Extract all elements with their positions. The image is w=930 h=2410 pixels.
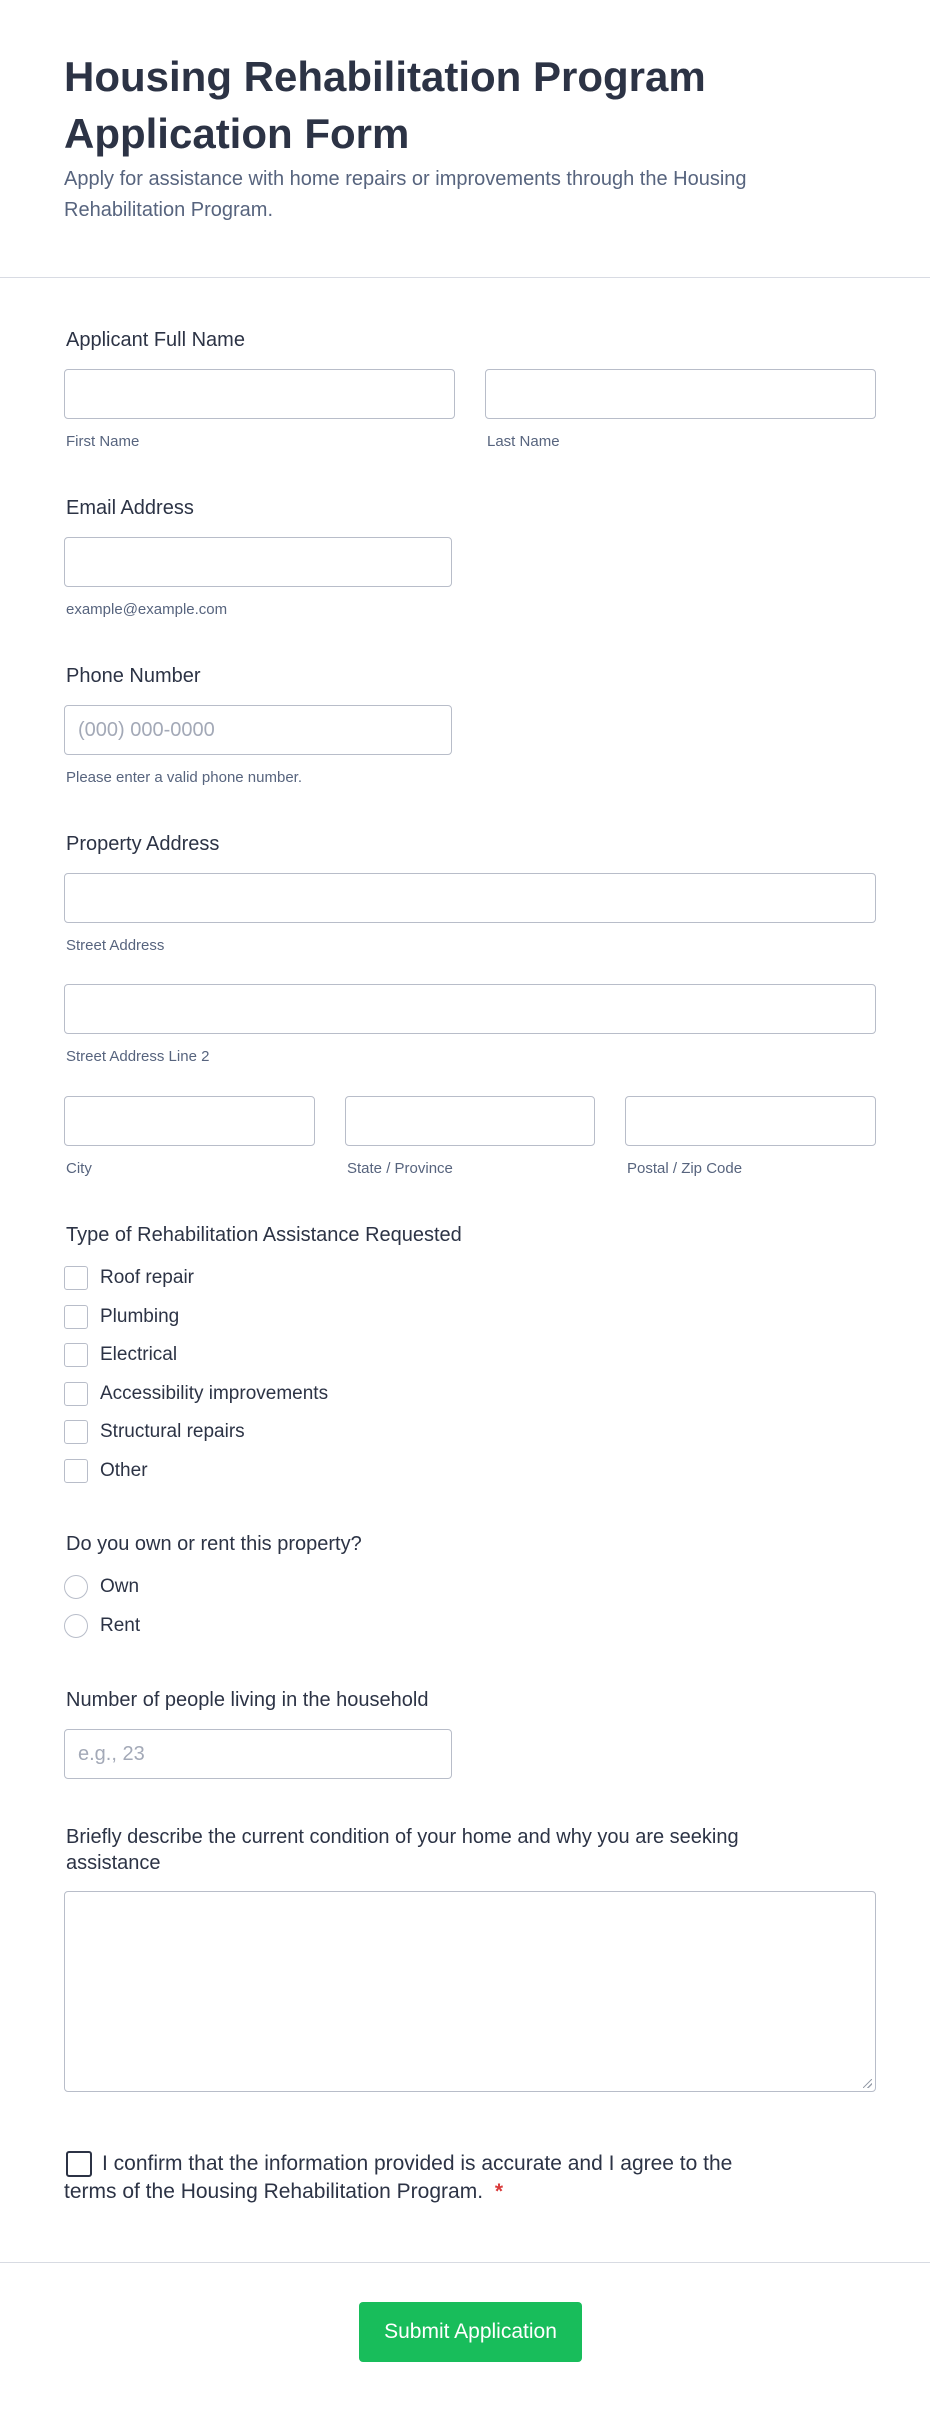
ownership-label: Do you own or rent this property? bbox=[66, 1533, 362, 1555]
assistance-label: Type of Rehabilitation Assistance Requested bbox=[66, 1224, 462, 1246]
street-address-line2-input[interactable] bbox=[64, 984, 876, 1034]
form-subtitle: Apply for assistance with home repairs or improvements through the Housing Rehabilitation Program. bbox=[64, 168, 747, 221]
radio-rent[interactable] bbox=[64, 1614, 88, 1638]
description-label: Briefly describe the current condition of your home and why you are seeking assistance bbox=[66, 1826, 739, 1874]
description-textarea[interactable] bbox=[64, 1891, 876, 2092]
household-placeholder: e.g., 23 bbox=[78, 1743, 145, 1765]
form-title: Housing Rehabilitation Program Application Form bbox=[64, 53, 706, 157]
submit-button[interactable]: Submit Application bbox=[359, 2302, 582, 2362]
radio-own[interactable] bbox=[64, 1575, 88, 1599]
resize-handle-icon[interactable] bbox=[863, 2079, 872, 2088]
address-label: Property Address bbox=[66, 833, 220, 855]
last-name-input[interactable] bbox=[485, 369, 876, 419]
first-name-input[interactable] bbox=[64, 369, 455, 419]
phone-placeholder: (000) 000-0000 bbox=[78, 719, 215, 741]
footer-divider bbox=[0, 2262, 930, 2263]
option-rent: Rent bbox=[100, 1615, 141, 1636]
checkbox-accessibility[interactable] bbox=[64, 1382, 88, 1406]
household-label: Number of people living in the household bbox=[66, 1689, 429, 1711]
option-other: Other bbox=[100, 1460, 148, 1481]
checkbox-roof-repair[interactable] bbox=[64, 1266, 88, 1290]
confirm-label bbox=[64, 2150, 784, 2206]
checkbox-plumbing[interactable] bbox=[64, 1305, 88, 1329]
city-input[interactable] bbox=[64, 1096, 315, 1146]
required-asterisk: * bbox=[494, 2180, 504, 2203]
email-label: Email Address bbox=[66, 497, 194, 519]
first-name-sublabel: First Name bbox=[66, 433, 140, 450]
option-roof-repair: Roof repair bbox=[100, 1267, 194, 1288]
checkbox-other[interactable] bbox=[64, 1459, 88, 1483]
option-electrical: Electrical bbox=[100, 1344, 178, 1365]
header-divider bbox=[0, 277, 930, 278]
option-accessibility: Accessibility improvements bbox=[100, 1383, 329, 1404]
option-own: Own bbox=[100, 1576, 140, 1597]
full-name-label: Applicant Full Name bbox=[66, 329, 245, 351]
household-count-input[interactable] bbox=[64, 1729, 452, 1779]
checkbox-electrical[interactable] bbox=[64, 1343, 88, 1367]
last-name-sublabel: Last Name bbox=[487, 433, 560, 450]
checkbox-structural[interactable] bbox=[64, 1420, 88, 1444]
email-sublabel: example@example.com bbox=[66, 601, 228, 618]
email-input[interactable] bbox=[64, 537, 452, 587]
phone-input[interactable] bbox=[64, 705, 452, 755]
street-address-line2-sublabel: Street Address Line 2 bbox=[66, 1048, 210, 1065]
phone-sublabel: Please enter a valid phone number. bbox=[66, 769, 302, 786]
phone-label: Phone Number bbox=[66, 665, 201, 687]
state-input[interactable] bbox=[345, 1096, 595, 1146]
state-sublabel: State / Province bbox=[347, 1160, 453, 1177]
option-structural: Structural repairs bbox=[100, 1421, 245, 1442]
confirm-text: I confirm that the information provided is accurate and I agree to the terms of the Housing Rehabilitation Program. bbox=[64, 2152, 733, 2203]
city-sublabel: City bbox=[66, 1160, 92, 1177]
option-plumbing: Plumbing bbox=[100, 1306, 180, 1327]
zip-sublabel: Postal / Zip Code bbox=[627, 1160, 743, 1177]
street-address-sublabel: Street Address bbox=[66, 937, 165, 954]
street-address-input[interactable] bbox=[64, 873, 876, 923]
zip-input[interactable] bbox=[625, 1096, 876, 1146]
